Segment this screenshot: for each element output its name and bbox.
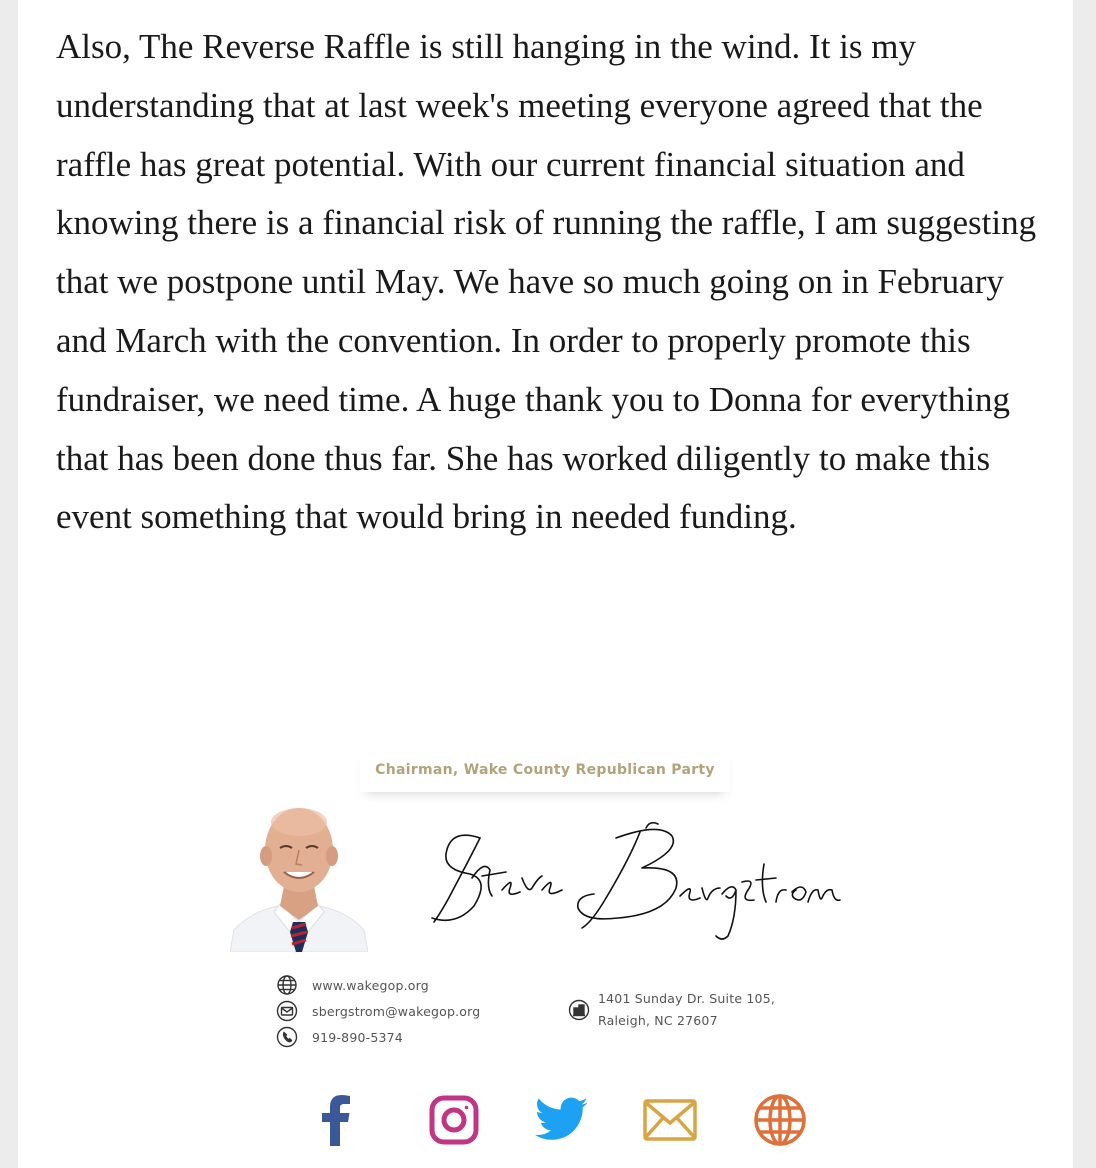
address-block [568, 988, 775, 1032]
phone-row[interactable] [276, 1024, 480, 1050]
phone-text: 919-890-5374 [312, 1029, 403, 1045]
facebook-icon[interactable] [308, 1092, 364, 1148]
website-text: www.wakegop.org [312, 977, 429, 993]
contact-list [276, 972, 480, 1050]
handwritten-signature [410, 818, 850, 948]
email-text: sbergstrom@wakegop.org [312, 1003, 481, 1019]
website-row[interactable] [276, 972, 480, 998]
twitter-icon[interactable] [534, 1092, 590, 1148]
mail-icon [276, 1000, 298, 1022]
message-body: Also, The Reverse Raffle is still hanging in the wind. It is my understanding that at last week's meeting everyone agreed that the raffle has great potential. With our current financial situation and knowing there is a financial risk of running the raffle, I am suggesting that we postpone until May. We have so much going on in February and March with the convention. In order to properly promote this fundraiser, we need time. A huge thank you to Donna for everything that has been done thus far. She has worked diligently to make this event something that would bring in needed funding. [56, 27, 1037, 537]
social-links [308, 1092, 818, 1152]
mail-icon[interactable] [642, 1092, 698, 1148]
instagram-icon[interactable] [426, 1092, 482, 1148]
globe-icon[interactable] [752, 1092, 808, 1148]
address-line2: Raleigh, NC 27607 [598, 1013, 718, 1028]
building-icon [568, 999, 590, 1021]
email-row[interactable] [276, 998, 480, 1024]
globe-icon [276, 974, 298, 996]
signature-title: Chairman, Wake County Republican Party [360, 748, 730, 792]
address-line1: 1401 Sunday Dr. Suite 105, [598, 991, 776, 1006]
email-page [18, 0, 1073, 1168]
phone-icon [276, 1026, 298, 1048]
profile-photo [230, 800, 368, 952]
